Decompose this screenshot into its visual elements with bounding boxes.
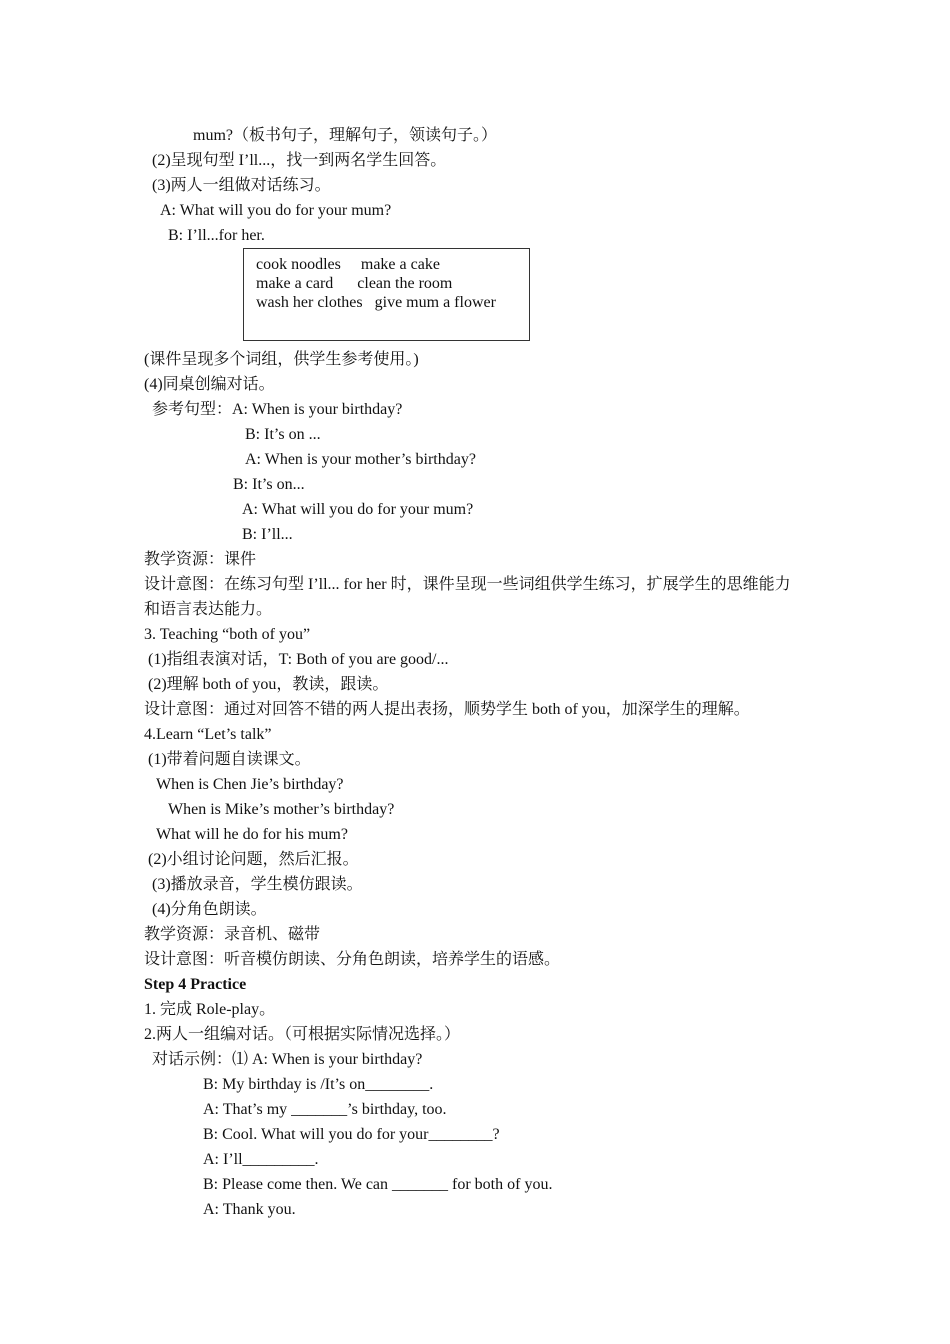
dialogue-line: A: What will you do for your mum? [242, 501, 474, 518]
question-line: When is Chen Jie’s birthday? [156, 776, 344, 793]
dialogue-line: A: What will you do for your mum? [160, 202, 392, 219]
phrase-row: wash her clothes give mum a flower [256, 294, 496, 311]
dialogue-line: A: Thank you. [203, 1201, 296, 1218]
section-heading: 4.Learn “Let’s talk” [144, 726, 272, 743]
text-line: (3)播放录音，学生模仿跟读。 [152, 876, 363, 893]
text-line: (4)分角色朗读。 [152, 901, 267, 918]
section-heading: 3. Teaching “both of you” [144, 626, 311, 643]
text-line: (2)呈现句型 I’ll...，找一到两名学生回答。 [152, 152, 447, 169]
dialogue-line: A: I’ll_________. [203, 1151, 319, 1168]
text-line: (课件呈现多个词组，供学生参考使用。) [144, 351, 419, 368]
text-line: mum?（板书句子，理解句子，领读句子。） [193, 127, 497, 144]
text-line: 教学资源：录音机、磁带 [144, 926, 321, 943]
phrase-row: cook noodles make a cake [256, 256, 440, 273]
dialogue-line: 参考句型：A: When is your birthday? [152, 401, 403, 418]
dialogue-line: A: That’s my _______’s birthday, too. [203, 1101, 447, 1118]
question-line: What will he do for his mum? [156, 826, 348, 843]
text-line: (2)理解 both of you，教读，跟读。 [148, 676, 389, 693]
text-line: (4)同桌创编对话。 [144, 376, 275, 393]
dialogue-line: B: Please come then. We can _______ for both of you. [203, 1176, 553, 1193]
text-line: 和语言表达能力。 [144, 601, 273, 618]
question-line: When is Mike’s mother’s birthday? [168, 801, 395, 818]
dialogue-line: 对话示例：⑴ A: When is your birthday? [152, 1051, 423, 1068]
step-heading: Step 4 Practice [144, 976, 247, 993]
text-line: (2)小组讨论问题，然后汇报。 [148, 851, 359, 868]
text-line: 教学资源：课件 [144, 551, 257, 568]
dialogue-line: B: It’s on... [233, 476, 305, 493]
dialogue-line: B: I’ll...for her. [168, 227, 265, 244]
phrase-row: make a card clean the room [256, 275, 453, 292]
dialogue-line: B: Cool. What will you do for your________? [203, 1126, 500, 1143]
dialogue-line: B: My birthday is /It’s on________. [203, 1076, 434, 1093]
text-line: 设计意图：通过对回答不错的两人提出表扬，顺势学生 both of you，加深学生的理解。 [144, 701, 750, 718]
phrase-box [243, 248, 530, 341]
dialogue-line: A: When is your mother’s birthday? [245, 451, 476, 468]
text-line: (3)两人一组做对话练习。 [152, 177, 331, 194]
text-line: 2.两人一组编对话。（可根据实际情况选择。） [144, 1026, 461, 1043]
dialogue-line: B: I’ll... [242, 526, 293, 543]
text-line: 设计意图：在练习句型 I’ll... for her 时，课件呈现一些词组供学生练习，扩展学生的思维能力 [144, 576, 791, 593]
text-line: (1)指组表演对话，T: Both of you are good/... [148, 651, 449, 668]
text-line: (1)带着问题自读课文。 [148, 751, 311, 768]
text-line: 设计意图：听音模仿朗读、分角色朗读，培养学生的语感。 [144, 951, 561, 968]
text-line: 1. 完成 Role-play。 [144, 1001, 276, 1018]
dialogue-line: B: It’s on ... [245, 426, 321, 443]
